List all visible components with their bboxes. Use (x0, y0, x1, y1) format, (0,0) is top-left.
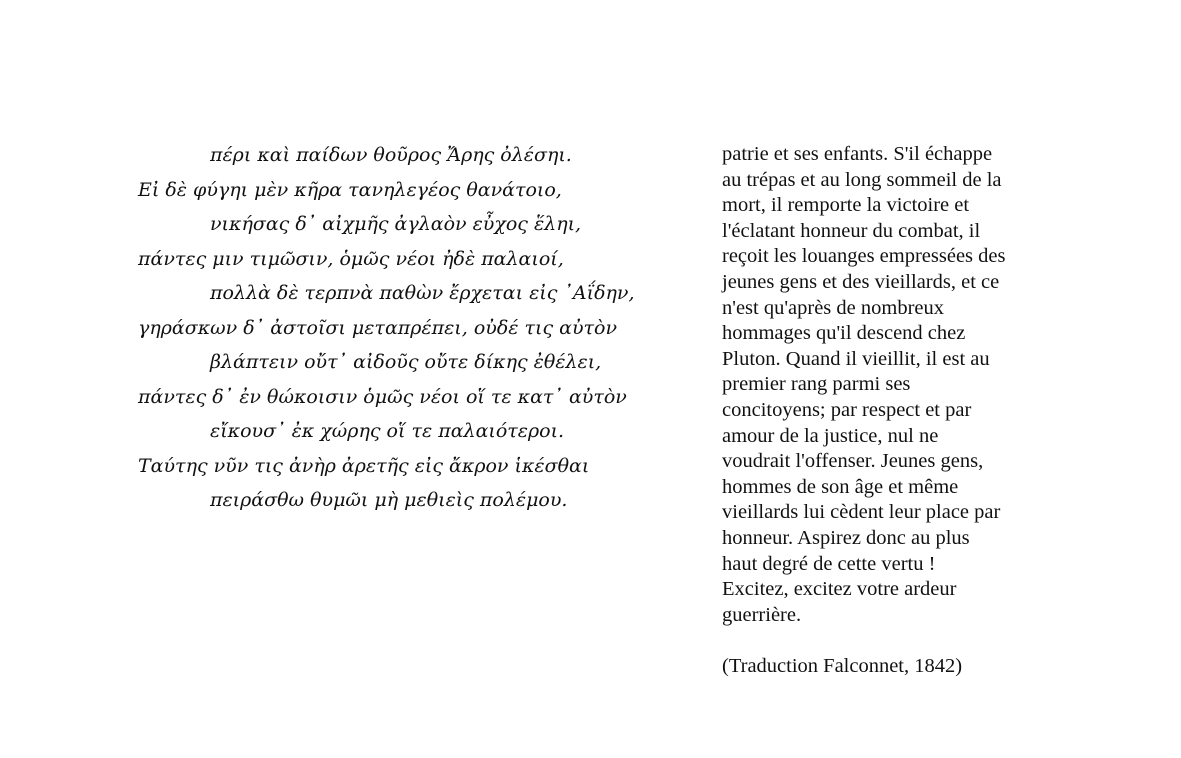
translation-line: concitoyens; par respect et par (722, 398, 972, 421)
translation-line: patrie et ses enfants. S'il échappe (722, 143, 993, 165)
translation-line: guerrière. (722, 603, 802, 626)
translation-line: premier rang parmi ses (722, 373, 911, 396)
translation-line: hommes de son âge et même (722, 475, 959, 498)
greek-verse-line: Ταύτης νῦν τις ἀνὴρ ἀρετῆς εἰς ἄκρον ἱκέσθαι (138, 454, 590, 477)
translation-line: voudrait l'offenser. Jeunes gens, (722, 450, 984, 473)
translation-line: mort, il remporte la victoire et (722, 194, 970, 217)
greek-verse-line: πάντες μιν τιμῶσιν, ὁμῶς νέοι ἠδὲ παλαιοί, (138, 247, 564, 270)
greek-verse-line: βλάπτειν οὔτ᾽ αἰδοῦς οὔτε δίκης ἐθέλει, (210, 351, 602, 373)
greek-poem (138, 138, 678, 518)
greek-verse-line: πέρι καὶ παίδων θοῦρος Ἄρης ὀλέσηι. (210, 144, 572, 166)
translation-line: jeunes gens et des vieillards, et ce (722, 270, 1000, 293)
translation-credit: (Traduction Falconnet, 1842) (722, 654, 963, 677)
greek-verse-line: πάντες δ᾽ ἐν θώκοισιν ὁμῶς νέοι οἵ τε κατ᾽ αὐτὸν (138, 385, 627, 408)
translation-line: Pluton. Quand il vieillit, il est au (722, 347, 990, 370)
translation-line: amour de la justice, nul ne (722, 424, 939, 447)
translation-line: vieillards lui cèdent leur place par (722, 501, 1001, 524)
translation-line: hommages qu'il descend chez (722, 322, 966, 345)
translation-line: honneur. Aspirez donc au plus (722, 526, 970, 549)
translation-line: haut degré de cette vertu ! (722, 552, 936, 575)
translation-line: au trépas et au long sommeil de la (722, 168, 1002, 191)
greek-verse-line: εἴκουσ᾽ ἐκ χώρης οἵ τε παλαιότεροι. (210, 420, 565, 442)
translation-line: n'est qu'après de nombreux (722, 296, 945, 319)
greek-verse-line: νικήσας δ᾽ αἰχμῆς ἀγλαὸν εὖχος ἕληι, (210, 213, 582, 235)
translation-line: l'éclatant honneur du combat, il (722, 219, 981, 242)
translation-line: Excitez, excitez votre ardeur (722, 578, 957, 601)
greek-verse-line: γηράσκων δ᾽ ἀστοῖσι μεταπρέπει, οὐδέ τις αὐτὸν (138, 316, 618, 339)
greek-verse-line: Εἰ δὲ φύγηι μὲν κῆρα τανηλεγέος θανάτοιο, (138, 178, 562, 201)
greek-verse-line: πολλὰ δὲ τερπνὰ παθὼν ἔρχεται εἰς ᾽Αΐδην, (210, 282, 635, 304)
french-translation (722, 142, 1082, 679)
greek-verse-line: πειράσθω θυμῶι μὴ μεθιεὶς πολέμου. (210, 489, 568, 511)
translation-line: reçoit les louanges empressées des (722, 245, 1006, 268)
